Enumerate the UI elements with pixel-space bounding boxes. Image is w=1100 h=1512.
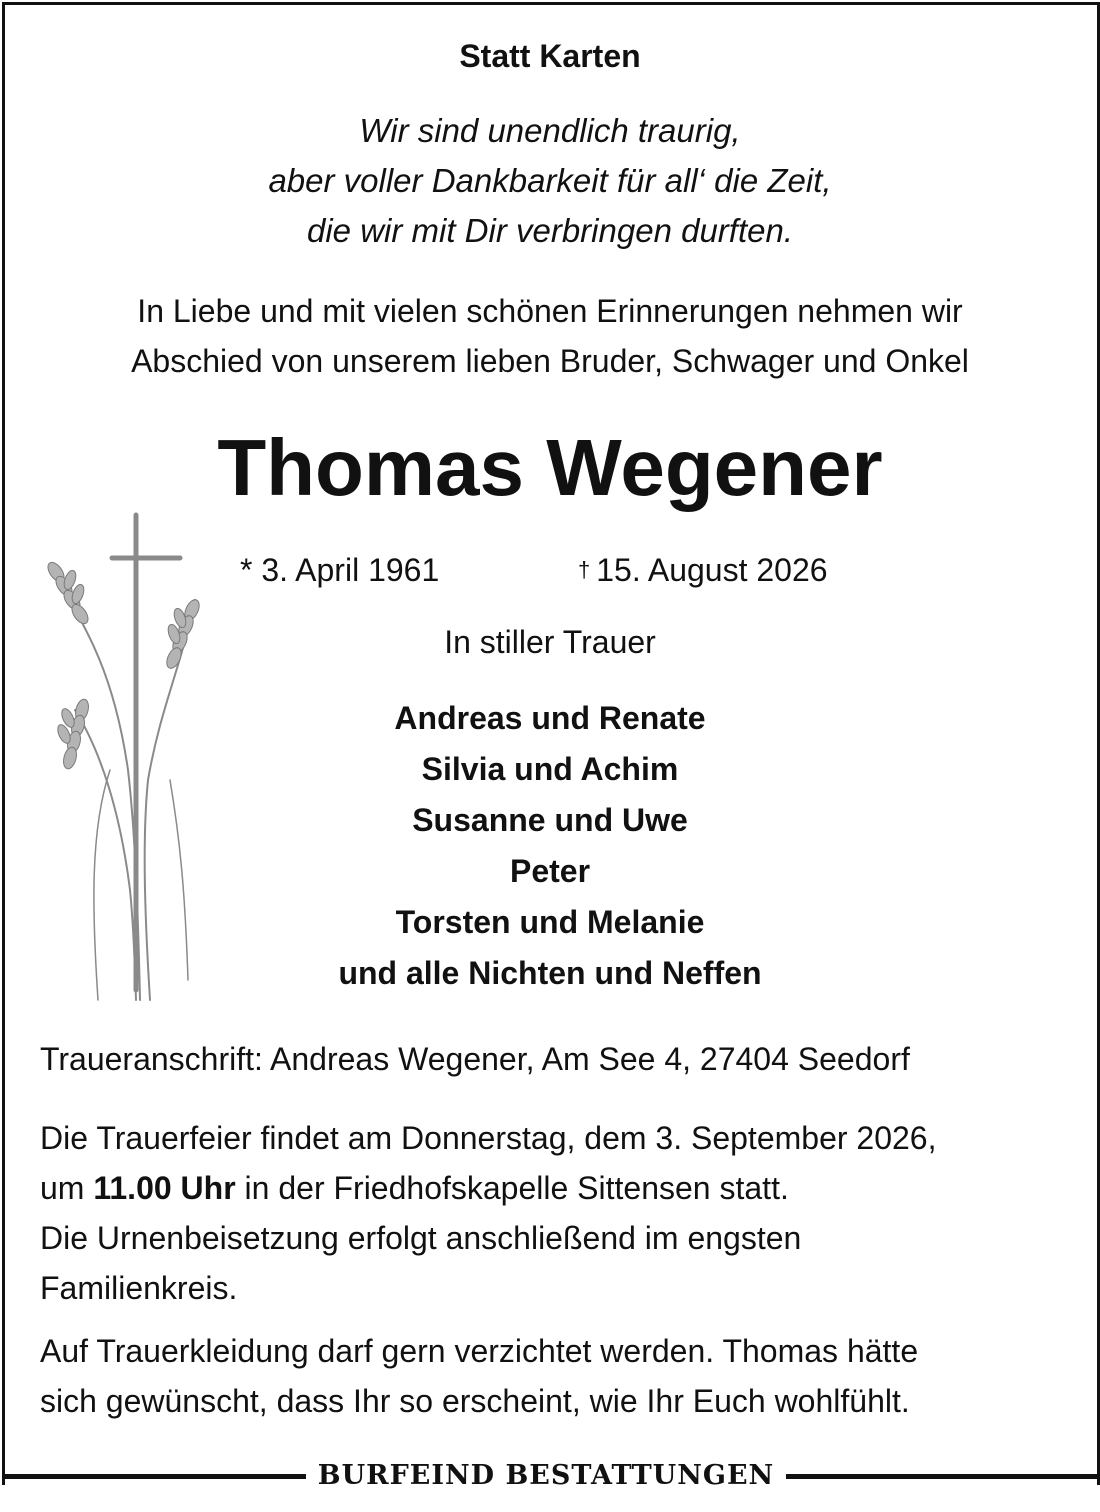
mourning-label: In stiller Trauer <box>444 624 656 660</box>
birth-date: * 3. April 1961 <box>240 552 440 588</box>
notice-heading: Statt Karten <box>459 38 641 74</box>
mourning-address: Traueranschrift: Andreas Wegener, Am See 4, 27404 Seedorf <box>40 1041 910 1077</box>
intro-text <box>0 286 1100 386</box>
dress-line: Auf Trauerkleidung darf gern verzichtet werden. Thomas hätte <box>40 1333 919 1369</box>
footer-rule-right <box>786 1474 1098 1479</box>
service-line: Die Trauerfeier findet am Donnerstag, dem 3. September 2026, <box>40 1120 937 1156</box>
motto <box>0 106 1100 256</box>
service-text: um <box>40 1170 94 1206</box>
motto-line: Wir sind unendlich traurig, <box>359 112 741 149</box>
deceased-name: Thomas Wegener <box>217 423 883 512</box>
dress-line: sich gewünscht, dass Ihr so erscheint, wie Ihr Euch wohlfühlt. <box>40 1383 910 1419</box>
mourner-entry: Andreas und Renate <box>394 700 706 736</box>
mourner-entry: Silvia und Achim <box>421 751 679 787</box>
death-date-group <box>578 550 828 590</box>
service-time: 11.00 Uhr <box>93 1170 236 1206</box>
mourner-entry: Susanne und Uwe <box>412 802 688 838</box>
death-date: 15. August 2026 <box>596 552 828 588</box>
mourner-entry: und alle Nichten und Neffen <box>338 955 762 991</box>
service-details <box>40 1113 1070 1313</box>
dress-code-note <box>40 1326 1070 1426</box>
dagger-symbol: † <box>578 557 591 582</box>
service-line: Die Urnenbeisetzung erfolgt anschließend im engsten <box>40 1220 802 1256</box>
service-text: in der Friedhofskapelle Sittensen statt. <box>235 1170 789 1206</box>
mourners-list <box>0 693 1100 999</box>
motto-line: aber voller Dankbarkeit für all‘ die Zeit, <box>268 162 832 199</box>
motto-line: die wir mit Dir verbringen durften. <box>306 212 793 249</box>
service-line: Familienkreis. <box>40 1270 238 1306</box>
intro-line: In Liebe und mit vielen schönen Erinnerungen nehmen wir <box>137 293 963 329</box>
service-line-time <box>40 1163 1070 1213</box>
funeral-home-brand: BURFEIND BESTATTUNGEN <box>317 1460 775 1491</box>
footer-rule-left <box>2 1474 306 1479</box>
mourner-entry: Peter <box>509 853 591 889</box>
mourner-entry: Torsten und Melanie <box>395 904 705 940</box>
intro-line: Abschied von unserem lieben Bruder, Schwager und Onkel <box>131 343 969 379</box>
